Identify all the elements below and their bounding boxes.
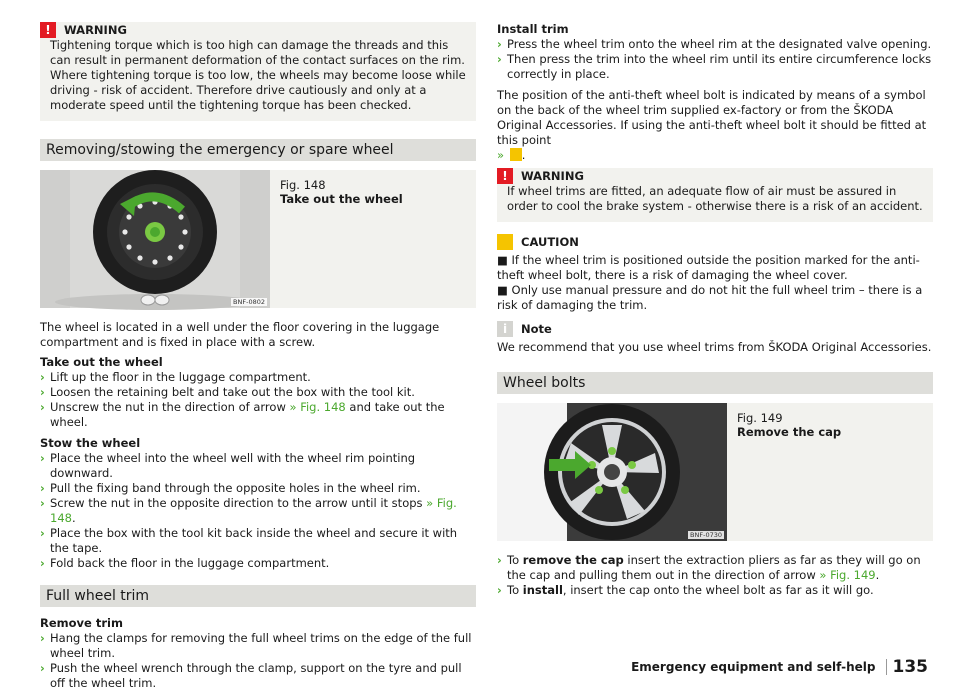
section-title-full-wheel-trim: Full wheel trim (40, 585, 476, 607)
warning-text: If wheel trims are fitted, an adequate flow of air must be assured in order to cool the brake system - otherwise there is a risk of an accident. (507, 184, 923, 213)
warning-icon: ! (497, 168, 513, 184)
right-column (497, 22, 933, 598)
arrow-bullet-icon: › (497, 52, 502, 66)
arrow-bullet-icon: › (40, 481, 45, 495)
arrow-bullet-icon: › (40, 400, 45, 414)
arrow-bullet-icon: › (40, 385, 45, 399)
list-item: › Push the wheel wrench through the clamp, support on the tyre and pull off the wheel trim. (40, 661, 462, 690)
list-item: › Pull the fixing band through the opposite holes in the wheel rim. (40, 481, 421, 495)
list-item: › Fold back the floor in the luggage compartment. (40, 556, 330, 570)
caution-item: ■ If the wheel trim is positioned outside the position marked for the anti-theft wheel bolt, there is a risk of damaging the wheel cover. (497, 253, 920, 282)
info-icon: i (497, 321, 513, 337)
arrow-bullet-icon: › (40, 370, 45, 384)
left-column (40, 22, 476, 691)
wheel-location-text: The wheel is located in a well under the floor covering in the luggage compartment and is fixed in place with a screw. (40, 320, 440, 349)
warning-title: WARNING (64, 22, 127, 37)
caution-title: CAUTION (521, 234, 579, 249)
caution-item: ■ Only use manual pressure and do not hit the full wheel trim – there is a risk of damaging the trim. (497, 283, 923, 312)
chapter-title: Emergency equipment and self-help (631, 660, 876, 674)
takeout-heading: Take out the wheel (40, 355, 163, 369)
spare-wheel-illustration (40, 170, 270, 308)
warning-title: WARNING (521, 168, 584, 183)
arrow-bullet-icon: › (497, 583, 502, 597)
list-item: › To install, insert the cap onto the wheel bolt as far as it will go. (497, 583, 874, 597)
install-trim-heading: Install trim (497, 22, 569, 36)
page-footer (631, 659, 928, 675)
arrow-bullet-icon: › (40, 526, 45, 540)
caution-icon (497, 234, 513, 250)
arrow-bullet-icon: › (40, 661, 45, 675)
arrow-bullet-icon: › (40, 556, 45, 570)
figure-link[interactable]: » Fig. 148 (50, 496, 457, 525)
wheel-bolt-image (497, 403, 727, 541)
list-item: › Loosen the retaining belt and take out the box with the tool kit. (40, 385, 415, 399)
figure-number: Fig. 148 (280, 178, 326, 192)
page-number: 135 (892, 657, 928, 677)
remove-trim-heading: Remove trim (40, 616, 123, 630)
warning-link[interactable]: » (497, 148, 505, 162)
figure-code: BNF-0730 (690, 531, 722, 539)
arrow-bullet-icon: › (497, 553, 502, 567)
warning-icon: ! (40, 22, 56, 38)
antitheft-text: The position of the anti-theft wheel bolt is indicated by means of a symbol on the back of the wheel trim supplied ex-factory or from the ŠKODA Original Accessories. If using the anti-theft wheel bolt it should be fitted at this point » . (497, 88, 927, 162)
figure-code: BNF-0802 (233, 298, 265, 306)
arrow-bullet-icon: › (40, 451, 45, 465)
list-item: › To remove the cap insert the extraction pliers as far as they will go on the cap and pulling them out in the direction of arrow » Fig. 149. (497, 553, 921, 582)
figure-link[interactable]: » Fig. 149 (819, 568, 876, 582)
spare-wheel-image (40, 170, 270, 308)
section-title-wheel-bolts: Wheel bolts (497, 372, 933, 394)
warning-text: Tightening torque which is too high can damage the threads and this can result in permanent deformation of the contact surfaces on the rim. Where tightening torque is too low, the wheels may become loose while driving - risk of accident. Therefore drive cautiously and only at a moderate speed until the tightening torque has been checked. (50, 38, 466, 112)
figure-caption-title: Remove the cap (737, 425, 842, 439)
list-item: › Unscrew the nut in the direction of arrow » Fig. 148 and take out the wheel. (40, 400, 445, 429)
arrow-bullet-icon: › (40, 496, 45, 510)
stow-heading: Stow the wheel (40, 436, 141, 450)
footer-divider (886, 659, 887, 675)
wheel-bolt-illustration (497, 403, 727, 541)
caution-header (497, 234, 933, 250)
warning-box-airflow (497, 168, 933, 222)
note-text: We recommend that you use wheel trims from ŠKODA Original Accessories. (497, 340, 932, 354)
list-item: › Screw the nut in the opposite direction to the arrow until it stops » Fig. 148. (40, 496, 457, 525)
list-item: › Press the wheel trim onto the wheel rim at the designated valve opening. (497, 37, 932, 51)
note-header (497, 321, 933, 337)
arrow-bullet-icon: › (497, 37, 502, 51)
figure-caption (727, 403, 851, 541)
arrow-bullet-icon: › (40, 631, 45, 645)
figure-149 (497, 403, 933, 541)
figure-148 (40, 170, 476, 308)
figure-caption (270, 170, 413, 308)
warning-box-torque (40, 22, 476, 121)
list-item: › Place the box with the tool kit back inside the wheel and secure it with the tape. (40, 526, 458, 555)
list-item: › Place the wheel into the wheel well with the wheel rim pointing downward. (40, 451, 416, 480)
section-title-removing-wheel: Removing/stowing the emergency or spare wheel (40, 139, 476, 161)
list-item: › Hang the clamps for removing the full wheel trims on the edge of the full wheel trim. (40, 631, 472, 660)
warning-ref-icon[interactable] (510, 148, 522, 161)
figure-link[interactable]: » Fig. 148 (289, 400, 346, 414)
figure-number: Fig. 149 (737, 411, 783, 425)
list-item: › Then press the trim into the wheel rim until its entire circumference locks correctly in place. (497, 52, 932, 81)
note-title: Note (521, 321, 552, 336)
figure-caption-title: Take out the wheel (280, 192, 403, 206)
list-item: › Lift up the floor in the luggage compartment. (40, 370, 311, 384)
